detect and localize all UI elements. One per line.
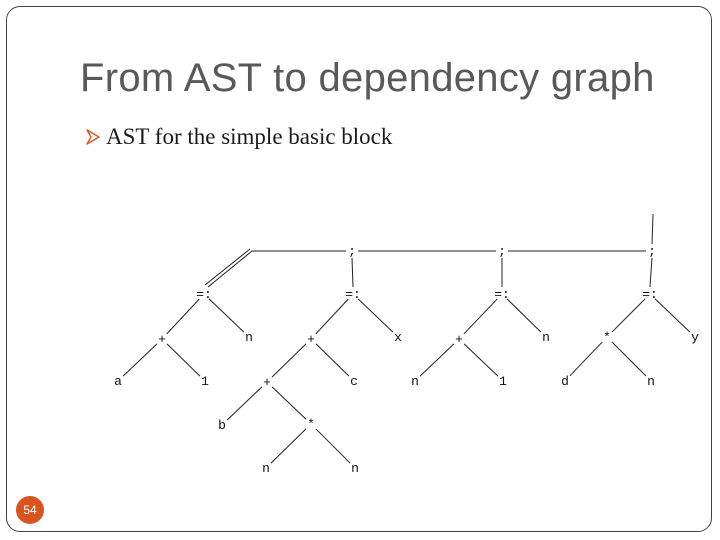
- ast-node-n4: n: [542, 330, 550, 345]
- ast-edge-add2-add3: [272, 344, 306, 377]
- ast-node-asg2: =:: [345, 287, 361, 302]
- ast-node-add4: +: [455, 332, 463, 347]
- ast-node-asg4: =:: [642, 287, 658, 302]
- ast-edge-asg3-n4: [507, 299, 541, 332]
- ast-edge-mul1-n2: [271, 429, 306, 463]
- ast-node-n6: n: [647, 374, 655, 389]
- ast-edge-asg3-add4: [464, 299, 497, 334]
- ast-edge-add4-one2: [464, 344, 498, 376]
- ast-node-a: a: [114, 374, 122, 389]
- ast-edge-add1-one1: [167, 344, 200, 376]
- ast-edge-asg4-y: [655, 299, 690, 332]
- ast-node-n5: n: [411, 374, 419, 389]
- ast-node-y: y: [691, 330, 699, 345]
- ast-edge-seq3-asg4: [650, 258, 652, 287]
- ast-node-asg3: =:: [494, 287, 510, 302]
- ast-edge-asg2-add2: [316, 299, 348, 334]
- ast-node-one1: 1: [201, 374, 209, 389]
- ast-node-add3: +: [263, 375, 271, 390]
- ast-node-n3: n: [351, 461, 359, 476]
- ast-node-add1: +: [158, 332, 166, 347]
- ast-edge-add4-n5: [420, 344, 454, 376]
- ast-edge-seq1-asg1-double: [205, 249, 250, 285]
- ast-edge-seq1-asg2: [352, 258, 353, 287]
- ast-node-mul1: *: [307, 417, 315, 432]
- ast-edge-add3-mul1: [272, 387, 306, 419]
- ast-node-add2: +: [307, 332, 315, 347]
- ast-edge-seq1-asg1: [208, 251, 346, 287]
- ast-node-n1: n: [245, 330, 253, 345]
- ast-edge-mul2-d: [570, 342, 602, 376]
- page-number-badge: 54: [16, 496, 44, 524]
- ast-node-seq1: ;: [348, 244, 356, 259]
- ast-edge-root-seq3: [652, 214, 653, 244]
- ast-node-b: b: [218, 418, 226, 433]
- ast-node-seq2: ;: [498, 244, 506, 259]
- ast-node-d: d: [561, 374, 569, 389]
- ast-edge-mul1-n3: [316, 429, 350, 463]
- ast-node-x: x: [394, 330, 402, 345]
- ast-edge-asg4-mul2: [612, 299, 645, 332]
- ast-node-seq3: ;: [648, 244, 656, 259]
- ast-edge-add1-a: [123, 344, 157, 376]
- ast-node-one2: 1: [499, 374, 507, 389]
- ast-edge-asg1-add1: [167, 299, 199, 334]
- bullet-text: AST for the simple basic block: [106, 124, 393, 149]
- ast-nodes: [114, 244, 699, 476]
- ast-edge-asg1-n1: [209, 299, 244, 332]
- slide-title: From AST to dependency graph: [80, 56, 655, 100]
- ast-node-asg1: =:: [196, 287, 212, 302]
- ast-node-c: c: [350, 374, 358, 389]
- ast-node-n2: n: [262, 461, 270, 476]
- ast-edge-add3-b: [227, 387, 262, 420]
- ast-node-mul2: *: [603, 330, 611, 345]
- ast-edge-asg2-x: [358, 299, 393, 332]
- ast-edge-mul2-n6: [612, 342, 646, 376]
- ast-edge-add2-c: [316, 344, 349, 376]
